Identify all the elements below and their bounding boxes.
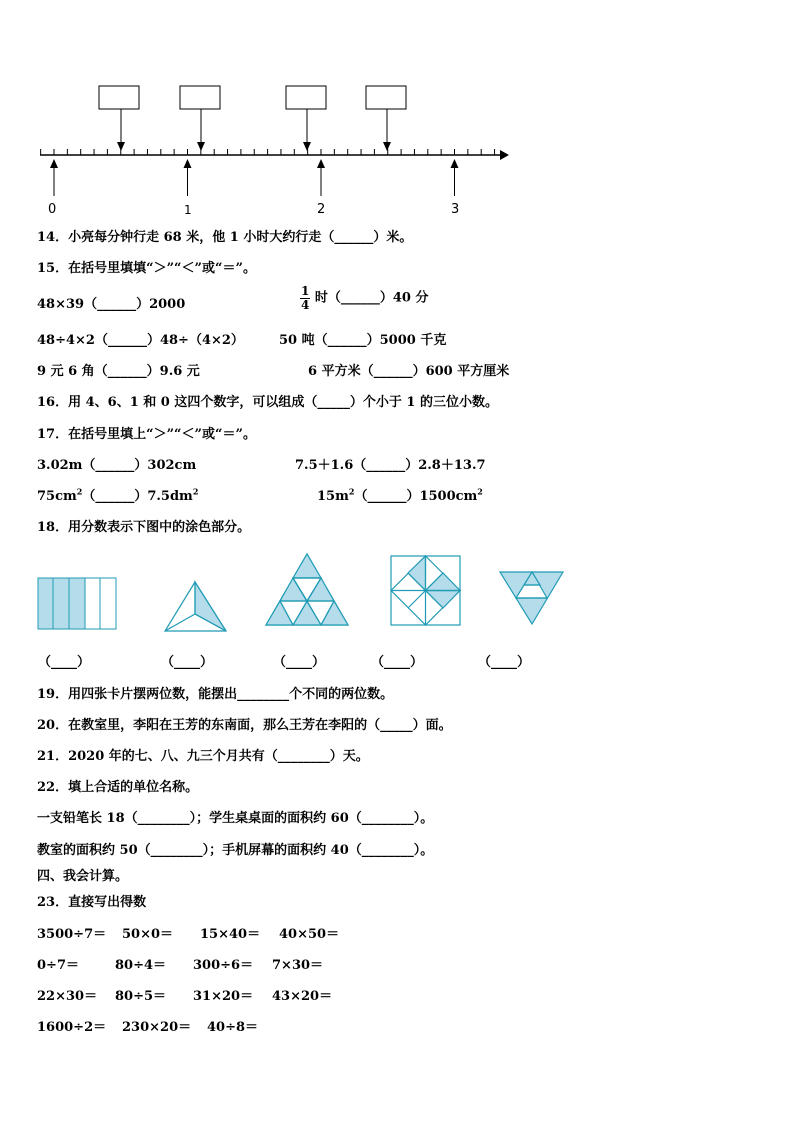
number-line-label-1: 1	[184, 203, 192, 217]
question-20: 20．在教室里，李阳在王芳的东南面，那么王芳在李阳的（_____）面。	[37, 718, 452, 733]
q18-blank-2[interactable]: （____）	[161, 655, 214, 670]
question-17-title: 17．在括号里填上“＞”“＜”或“＝”。	[37, 427, 256, 442]
q15-row3-right: 6 平方米（______）600 平方厘米	[308, 364, 510, 379]
q18-blank-1[interactable]: （____）	[38, 655, 91, 670]
calc-r2-c4: 7×30＝	[272, 958, 324, 973]
up-arrow-head	[451, 159, 459, 168]
figure-triangle-nine	[266, 554, 348, 625]
q18-figures	[0, 550, 794, 640]
calc-r1-c2: 50×0＝	[122, 927, 174, 942]
number-line-figure	[0, 0, 794, 230]
calc-r3-c1: 22×30＝	[37, 989, 98, 1004]
number-line-label-3: 3	[451, 202, 460, 217]
calc-r1-c3: 15×40＝	[200, 927, 261, 942]
answer-box	[99, 86, 139, 109]
down-arrow-head	[197, 142, 205, 151]
calc-r4-c3: 40÷8＝	[207, 1020, 259, 1035]
q18-blank-4[interactable]: （____）	[371, 655, 424, 670]
q17-row1-left: 3.02m（______）302cm	[37, 458, 197, 473]
q22-row1: 一支铅笔长 18（________）；学生桌桌面的面积约 60（________）。	[37, 811, 434, 826]
number-line-label-0: 0	[48, 202, 57, 217]
q17-row2-left: $75cm^2(\_\_\_\_\_\_)7.5dm^2$	[37, 486, 199, 504]
q18-blank-3[interactable]: （____）	[273, 655, 326, 670]
figure-inverted-triangle	[500, 572, 563, 624]
answer-box	[366, 86, 406, 109]
calc-r4-c2: 230×20＝	[122, 1020, 192, 1035]
question-14: 14．小亮每分钟行走 68 米，他 1 小时大约行走（______）米。	[37, 230, 413, 245]
down-arrow-head	[303, 142, 311, 151]
calc-r1-c1: 3500÷7＝	[37, 927, 107, 942]
question-19: 19．用四张卡片摆两位数，能摆出________个不同的两位数。	[37, 687, 394, 702]
calc-r1-c4: 40×50＝	[279, 927, 340, 942]
question-16: 16．用 4、6、1 和 0 这四个数字，可以组成（_____）个小于 1 的三位小数。	[37, 395, 498, 410]
calc-r3-c2: 80÷5＝	[115, 989, 167, 1004]
answer-box	[286, 86, 326, 109]
up-arrow-head	[317, 159, 325, 168]
calc-r4-c1: 1600÷2＝	[37, 1020, 107, 1035]
question-15-title: 15．在括号里填填“＞”“＜”或“＝”。	[37, 261, 256, 276]
calc-r2-c1: 0÷7＝	[37, 958, 79, 973]
question-21: 21．2020 年的七、八、九三个月共有（________）天。	[37, 749, 369, 764]
q15-row3-left: 9 元 6 角（______）9.6 元	[37, 364, 200, 379]
q17-row2-right: $15m^2(\_\_\_\_\_\_)1500cm^2$	[317, 486, 483, 504]
q15-row1-right: $\frac{1}{4}$ 时（______）40 分	[301, 284, 429, 312]
figure-square-diamond	[391, 556, 460, 625]
question-22-title: 22．填上合适的单位名称。	[37, 780, 199, 795]
down-arrow-head	[117, 142, 125, 151]
number-line-label-2: 2	[317, 202, 326, 217]
answer-box	[180, 86, 220, 109]
down-arrow-head	[383, 142, 391, 151]
fraction-quarter: $\frac{1}{4}$	[301, 284, 310, 312]
section-4-title: 四、我会计算。	[37, 869, 129, 884]
calc-r2-c3: 300÷6＝	[193, 958, 254, 973]
up-arrow-head	[50, 159, 58, 168]
q15-row2-right: 50 吨（______）5000 千克	[279, 333, 447, 348]
q15-row1-left: 48×39（______）2000	[37, 297, 186, 312]
question-23-title: 23．直接写出得数	[37, 895, 147, 910]
calc-r3-c3: 31×20＝	[193, 989, 254, 1004]
calc-r3-c4: 43×20＝	[272, 989, 333, 1004]
figure-rectangle-strips	[38, 578, 116, 629]
q22-row2: 教室的面积约 50（________）；手机屏幕的面积约 40（________）。	[37, 843, 434, 858]
q15-row2-left: 48÷4×2（______）48÷（4×2）	[37, 333, 244, 348]
q17-row1-right: 7.5＋1.6（______）2.8＋13.7	[295, 458, 486, 473]
up-arrow-head	[184, 159, 192, 168]
calc-r2-c2: 80÷4＝	[115, 958, 167, 973]
figure-triangle-centroid	[165, 582, 226, 631]
question-18-title: 18．用分数表示下图中的涂色部分。	[37, 520, 251, 535]
q18-blank-5[interactable]: （____）	[478, 655, 531, 670]
